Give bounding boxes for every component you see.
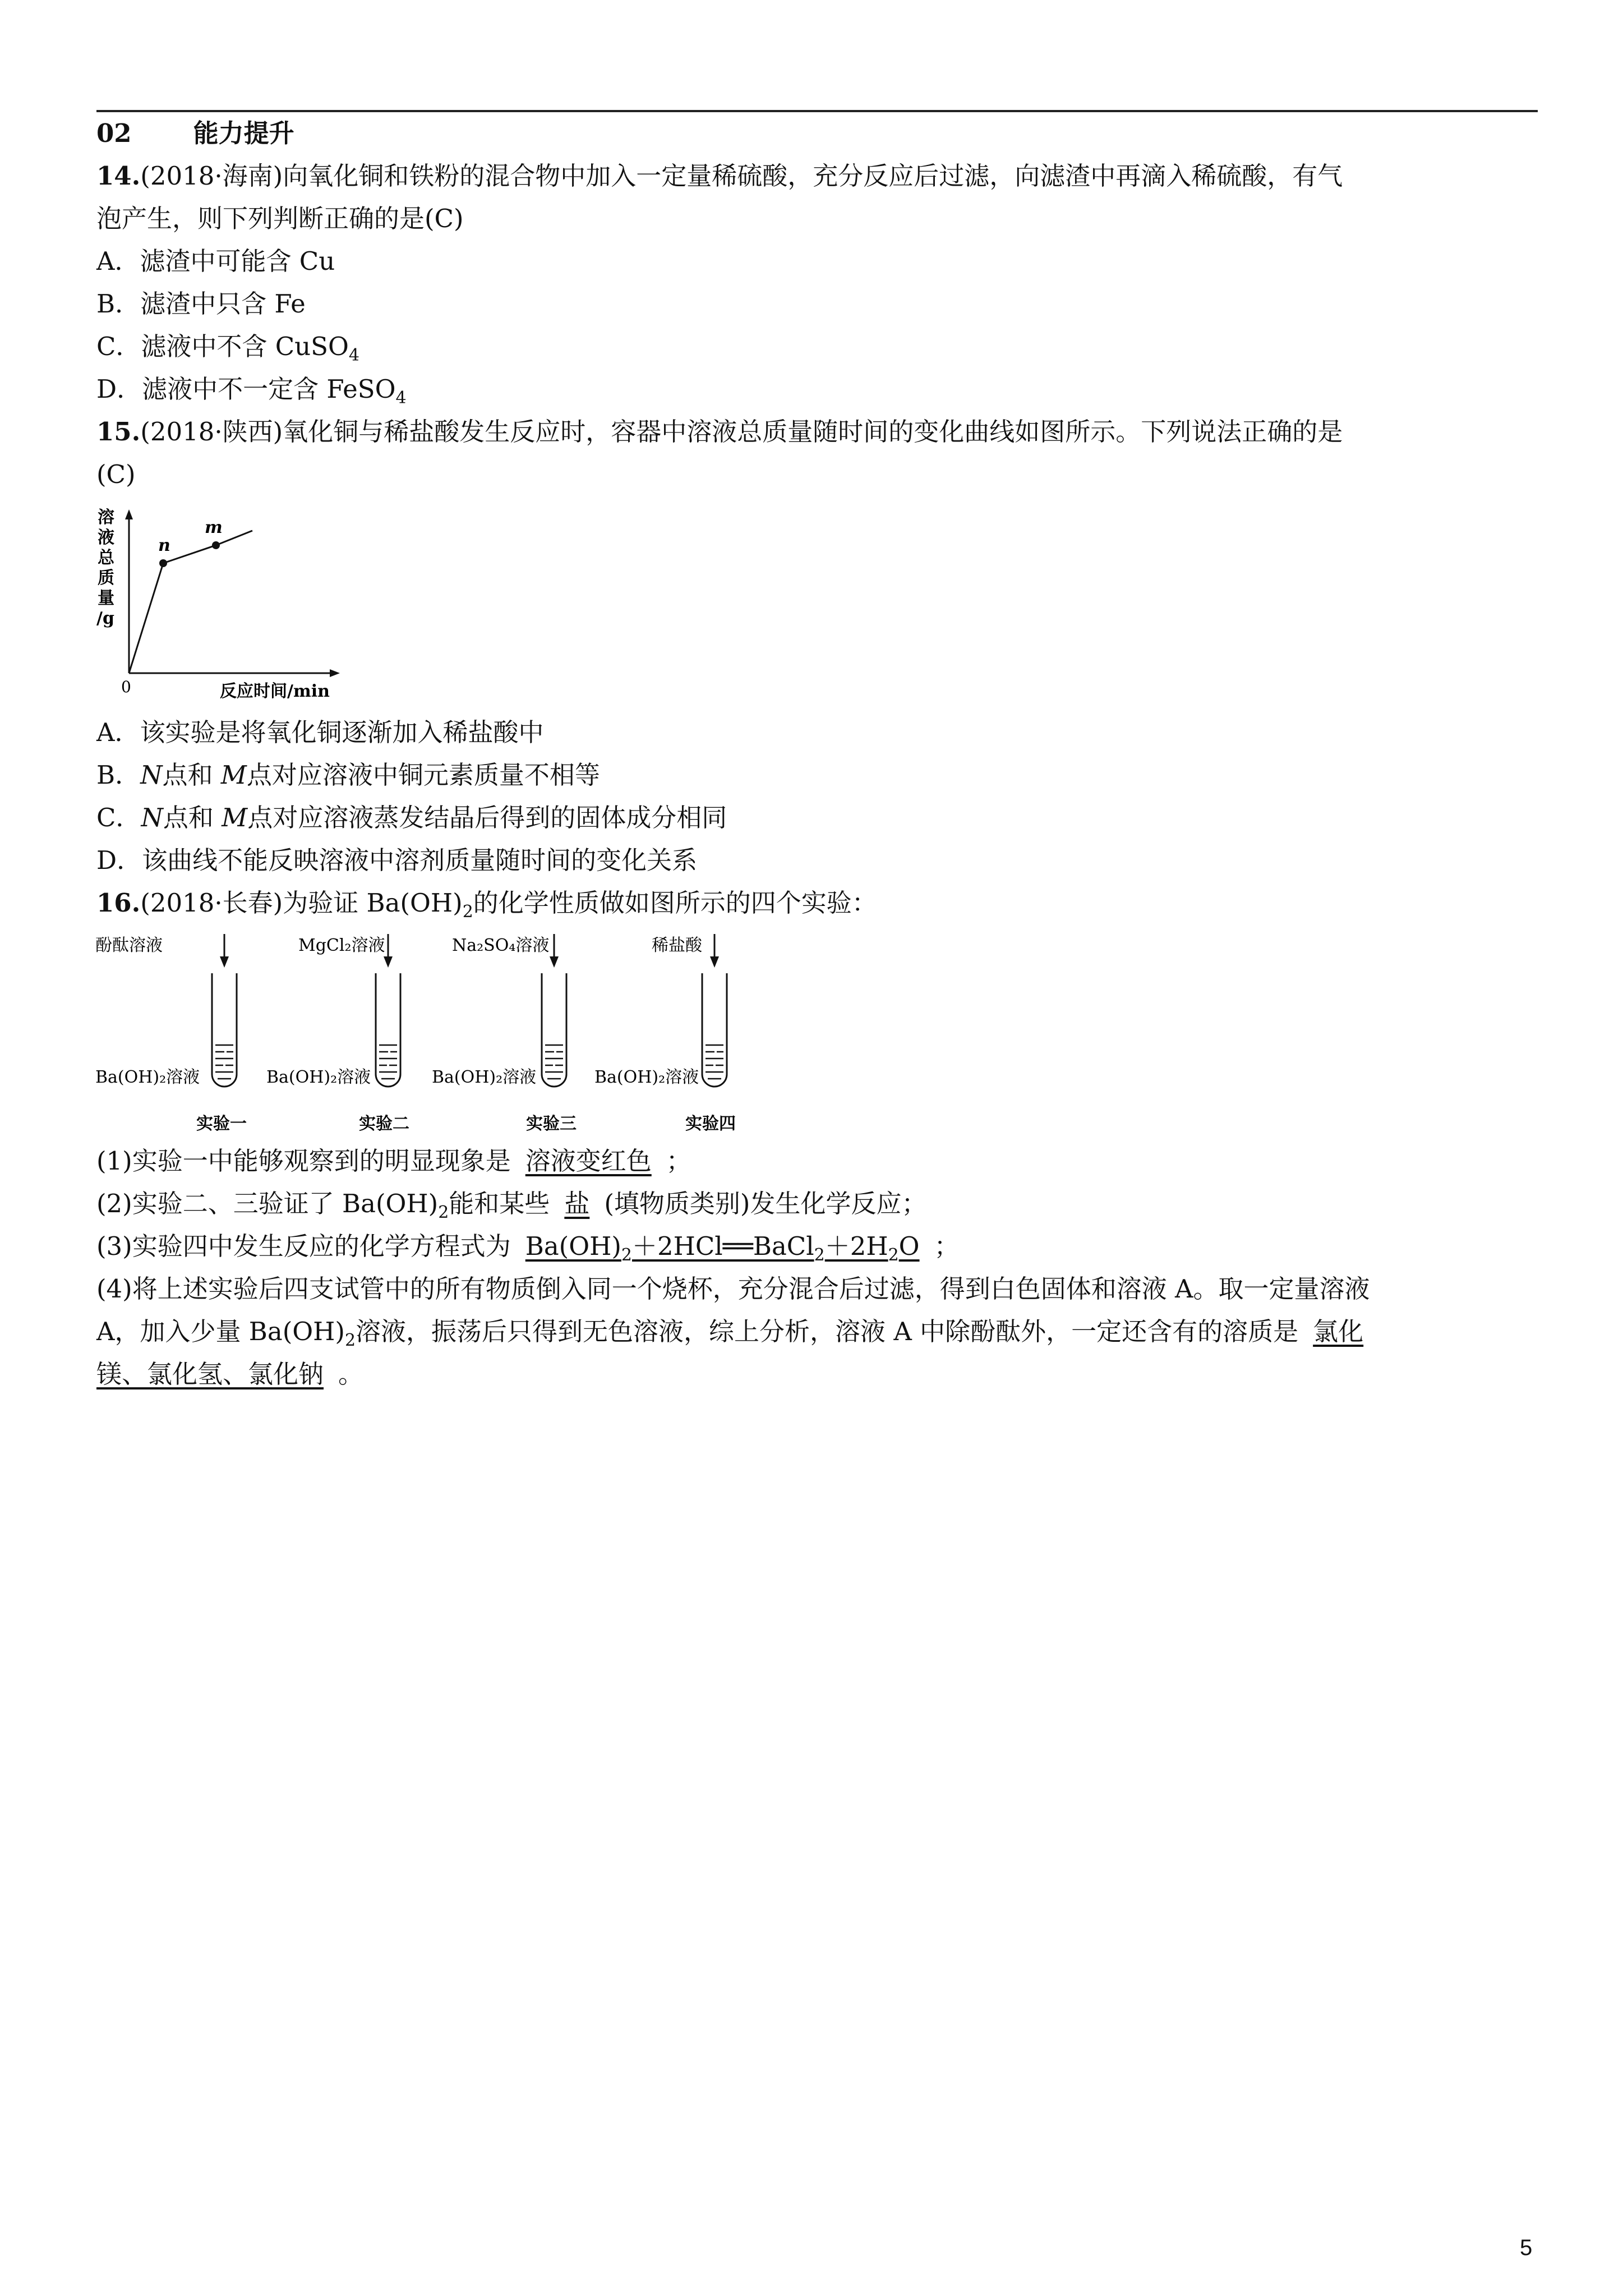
- q14-option-c: [96, 330, 359, 372]
- graph-ylabel-char-3: 总: [98, 548, 114, 568]
- q15-option-a: A．该实验是将氧化铜逐渐加入稀盐酸中: [96, 717, 544, 747]
- q16-sub4-subscript: 2: [344, 1331, 356, 1350]
- q16-sub3-prompt: (3)实验四中发生反应的化学方程式为: [96, 1231, 511, 1261]
- eq-sub-3: 2: [888, 1245, 899, 1265]
- tube3-base-label: Ba(OH)₂溶液: [432, 1068, 537, 1087]
- q14-stem-line1: [96, 159, 1343, 193]
- tube1-base-label: Ba(OH)₂溶液: [95, 1068, 200, 1087]
- graph-x-arrow: [330, 669, 340, 677]
- q16-intro: (2018·长春)为验证 Ba(OH): [140, 888, 463, 918]
- q16-sub4-answer-part1: 氯化: [1313, 1317, 1364, 1346]
- q16-sub2-mid: 能和某些: [449, 1189, 550, 1218]
- q16-sub2-prompt: (2)实验二、三验证了 Ba(OH): [96, 1189, 439, 1218]
- section-title: 能力提升: [193, 118, 294, 148]
- q16-sub1-end: ；: [666, 1146, 691, 1176]
- experiment-3: [432, 934, 577, 1134]
- graph-point-m: [212, 541, 220, 549]
- q16-sub4-answer-part2: 镁、氯化氢、氯化钠: [96, 1359, 324, 1389]
- tube2-glass: [376, 973, 400, 1087]
- q16-sub4-line1: (4)将上述实验后四支试管中的所有物质倒入同一个烧杯，充分混合后过滤，得到白色固体和溶液 A。取一定量溶液: [96, 1274, 1370, 1304]
- q14-option-c-subscript: 4: [348, 346, 359, 365]
- q15-option-c-text: 点对应溶液蒸发结晶后得到的固体成分相同: [247, 803, 727, 832]
- test-tube-figure: [95, 928, 768, 1153]
- q15-option-b-mid: 点和: [162, 760, 221, 790]
- q16-sub3-answer: [511, 1231, 934, 1265]
- q16-sub4-end: 。: [338, 1359, 364, 1389]
- q15-option-b-point-n: N: [140, 760, 163, 790]
- graph-ylabel-char-2: 液: [98, 528, 114, 547]
- q16-number: 16.: [96, 888, 141, 918]
- q14-option-b: B．滤渣中只含 Fe: [96, 289, 306, 319]
- q15-option-c: [96, 801, 727, 835]
- eq-part-c: ＋2HCl══BaCl: [632, 1231, 814, 1261]
- q15-number: 15.: [96, 417, 141, 447]
- eq-sub-2: 2: [814, 1245, 825, 1265]
- q16-sub4-line2: [96, 1315, 1363, 1358]
- tube4-glass: [702, 973, 727, 1087]
- graph-y-arrow: [125, 509, 133, 519]
- graph-point-m-label: m: [205, 518, 223, 537]
- q16-sub2: [96, 1187, 926, 1230]
- tube2-caption: 实验二: [359, 1114, 409, 1134]
- q15-option-b: [96, 758, 600, 792]
- q16-sub4-text-a: A，加入少量 Ba(OH): [96, 1317, 345, 1346]
- tube2-arrow: [384, 956, 393, 968]
- graph-ylabel-char-4: 质: [98, 568, 114, 588]
- experiment-4: [594, 934, 736, 1134]
- graph-origin-label: 0: [121, 678, 131, 696]
- q14-option-d-text: D．滤液中不一定含 FeSO: [96, 374, 396, 404]
- eq-part-e: ＋2H: [824, 1231, 888, 1261]
- tube4-reagent-label: 稀盐酸: [652, 936, 702, 955]
- tube3-arrow: [550, 956, 559, 968]
- page-number: 5: [1520, 2235, 1533, 2260]
- q16-sub2-end: (填物质类别)发生化学反应；: [604, 1189, 927, 1218]
- q16-stem: [96, 886, 877, 929]
- q16-sub2-answer: 盐: [564, 1189, 590, 1218]
- section-heading: [96, 117, 294, 150]
- graph-xlabel: 反应时间/min: [220, 682, 330, 701]
- q16-sub2-subscript: 2: [438, 1203, 449, 1222]
- eq-sub-1: 2: [621, 1245, 632, 1265]
- header-rule: [96, 110, 1538, 112]
- tube1-caption: 实验一: [196, 1114, 247, 1134]
- q15-option-b-point-m: M: [220, 760, 247, 790]
- q16-sub4-line3: [96, 1358, 363, 1391]
- mass-time-graph: [90, 505, 381, 701]
- q16-sub3-end: ；: [934, 1231, 960, 1261]
- q14-option-c-text: C．滤液中不含 CuSO: [96, 332, 349, 361]
- q14-option-a: A．滤渣中可能含 Cu: [96, 246, 335, 276]
- tube3-caption: 实验三: [526, 1114, 577, 1134]
- eq-part-a: Ba(OH): [525, 1231, 621, 1261]
- q14-number: 14.: [96, 161, 141, 191]
- q14-stem-line2: 泡产生，则下列判断正确的是(C): [96, 204, 464, 233]
- graph-point-n: [159, 559, 167, 567]
- experiment-2: [266, 934, 409, 1134]
- tube1-reagent-label: 酚酞溶液: [95, 936, 163, 955]
- graph-curve: [129, 531, 252, 673]
- q14-text-line1: (2018·海南)向氧化铜和铁粉的混合物中加入一定量稀硫酸，充分反应后过滤，向滤渣中再滴入稀硫酸，有气: [140, 161, 1343, 191]
- q16-sub1-prompt: (1)实验一中能够观察到的明显现象是: [96, 1146, 511, 1176]
- q16-intro-rest: 的化学性质做如图所示的四个实验：: [473, 888, 877, 918]
- graph-ylabel-char-5: 量: [98, 588, 114, 608]
- eq-part-g: O: [898, 1231, 920, 1261]
- graph-ylabel-unit: /g: [96, 609, 114, 628]
- tube4-caption: 实验四: [685, 1114, 736, 1134]
- q15-stem-line2: (C): [96, 459, 136, 489]
- q15-text-line1: (2018·陕西)氧化铜与稀盐酸发生反应时，容器中溶液总质量随时间的变化曲线如图所示。下列说法正确的是: [140, 417, 1343, 447]
- q15-option-d: D．该曲线不能反映溶液中溶剂质量随时间的变化关系: [96, 845, 698, 875]
- tube4-arrow: [710, 956, 719, 968]
- q16-sub4-text-b: 溶液，振荡后只得到无色溶液，综上分析，溶液 A 中除酚酞外，一定还含有的溶质是: [356, 1317, 1299, 1346]
- tube3-glass: [542, 973, 566, 1087]
- q14-option-d: [96, 372, 407, 415]
- section-code: 02: [96, 118, 132, 148]
- tube3-reagent-label: Na₂SO₄溶液: [452, 936, 550, 955]
- experiment-1: [95, 934, 247, 1134]
- q15-option-c-mid: 点和: [163, 803, 222, 832]
- q15-option-b-label: B．: [96, 760, 141, 790]
- q14-option-d-subscript: 4: [395, 388, 407, 408]
- q16-sub1-answer: 溶液变红色: [525, 1146, 652, 1176]
- q15-option-c-point-n: N: [141, 803, 163, 832]
- q16-sub1: [96, 1144, 691, 1178]
- graph-ylabel-char-1: 溶: [98, 508, 114, 527]
- q15-option-c-label: C．: [96, 803, 141, 832]
- q16-sub3: [96, 1230, 960, 1272]
- tube1-glass: [212, 973, 237, 1087]
- tube2-reagent-label: MgCl₂溶液: [298, 936, 385, 955]
- tube2-base-label: Ba(OH)₂溶液: [266, 1068, 371, 1087]
- tube4-base-label: Ba(OH)₂溶液: [594, 1068, 699, 1087]
- tube1-arrow: [220, 956, 229, 968]
- q15-option-b-text: 点对应溶液中铜元素质量不相等: [246, 760, 600, 790]
- graph-point-n-label: n: [158, 536, 170, 555]
- q15-stem-line1: [96, 415, 1343, 449]
- q16-intro-subscript: 2: [462, 902, 473, 922]
- q15-option-c-point-m: M: [222, 803, 248, 832]
